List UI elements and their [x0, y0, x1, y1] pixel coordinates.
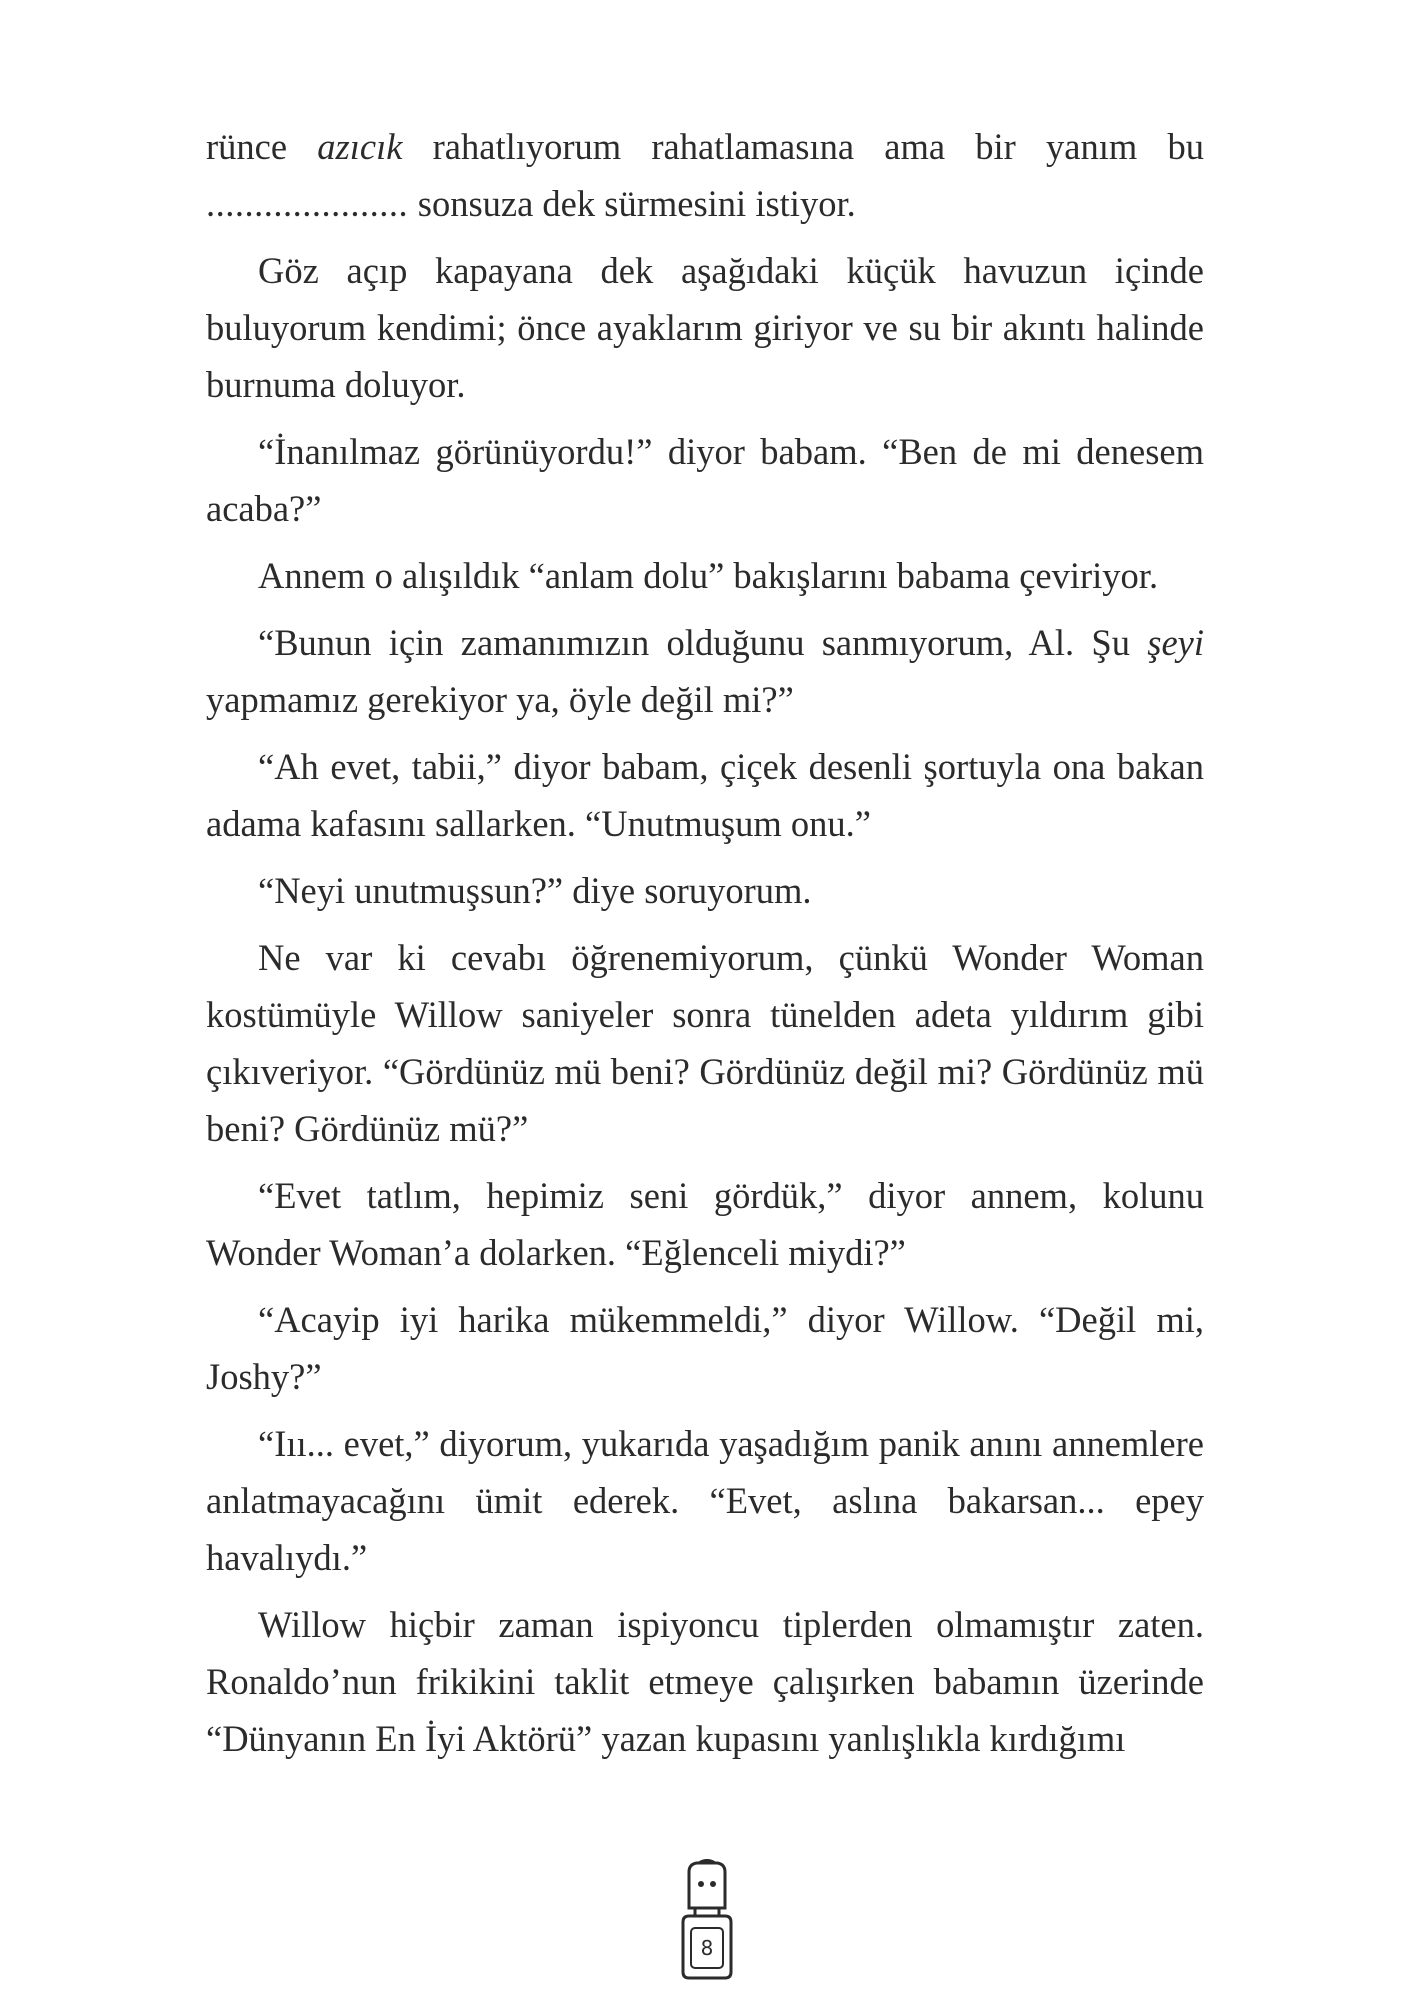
text-segment: Ne var ki cevabı öğrenemiyorum, çünkü Wonder Woman kostümüyle Willow saniyeler sonra tünelden adeta yıldırım gibi çıkıveriyor. “Gördünüz mü beni? Gördünüz değil mi? Gördünüz mü beni? Gördünüz mü?” — [206, 937, 1204, 1149]
page-number: 8 — [700, 1936, 714, 1960]
text-segment: “Evet tatlım, hepimiz seni gördük,” diyor annem, kolunu Wonder Woman’a dolarken. “Eğlenceli miydi?” — [206, 1175, 1204, 1273]
page-body — [206, 118, 1204, 1777]
paragraph-7 — [206, 862, 1204, 919]
paragraph-1 — [206, 118, 1204, 232]
page-number-badge — [675, 1858, 739, 1982]
text-segment: rahatlıyorum rahatlamasına ama bir yanım bu — [402, 126, 1204, 167]
robot-icon — [675, 1858, 739, 1982]
text-segment: rünce — [206, 126, 318, 167]
text-segment: “Ah evet, tabii,” diyor babam, çiçek desenli şortuyla ona bakan adama kafasını sallarken. “Unutmuşum onu.” — [206, 746, 1204, 844]
paragraph-8 — [206, 929, 1204, 1157]
text-segment-italic: azıcık — [317, 126, 403, 167]
text-segment: “Bunun için zamanımızın olduğunu sanmıyorum, Al. Şu — [258, 622, 1148, 663]
text-segment: Willow hiçbir zaman ispiyoncu tiplerden olmamıştır zaten. Ronaldo’nun frikikini taklit etmeye çalışırken babamın üzerinde “Dünyanın En İyi Aktörü” yazan kupasını yanlışlıkla kırdığımı — [206, 1604, 1204, 1759]
text-segment: sonsuza dek sürmesini istiyor. — [417, 183, 856, 224]
text-segment: “İnanılmaz görünüyordu!” diyor babam. “Ben de mi denesem acaba?” — [206, 431, 1204, 529]
text-segment: Annem o alışıldık “anlam dolu” bakışlarını babama çeviriyor. — [258, 555, 1159, 596]
text-segment: Göz açıp kapayana dek aşağıdaki küçük havuzun içinde buluyorum kendimi; önce ayaklarım giriyor ve su bir akıntı halinde burnuma doluyor. — [206, 250, 1204, 405]
paragraph-9 — [206, 1167, 1204, 1281]
paragraph-4 — [206, 547, 1204, 604]
paragraph-3 — [206, 423, 1204, 537]
text-segment-dots: ..................... — [206, 183, 418, 224]
paragraph-6 — [206, 738, 1204, 852]
paragraph-2 — [206, 242, 1204, 413]
paragraph-5 — [206, 614, 1204, 728]
paragraph-11 — [206, 1415, 1204, 1586]
text-segment: “Acayip iyi harika mükemmeldi,” diyor Willow. “Değil mi, Joshy?” — [206, 1299, 1204, 1397]
paragraph-10 — [206, 1291, 1204, 1405]
text-segment: yapmamız gerekiyor ya, öyle değil mi?” — [206, 679, 794, 720]
paragraph-12 — [206, 1596, 1204, 1767]
text-segment-italic: şeyi — [1147, 622, 1204, 663]
text-segment: “Iıı... evet,” diyorum, yukarıda yaşadığım panik anını annemlere anlatmayacağını ümit ederek. “Evet, aslına bakarsan... epey havalıydı.” — [206, 1423, 1204, 1578]
text-segment: “Neyi unutmuşsun?” diye soruyorum. — [258, 870, 812, 911]
page-footer — [0, 1858, 1414, 1982]
